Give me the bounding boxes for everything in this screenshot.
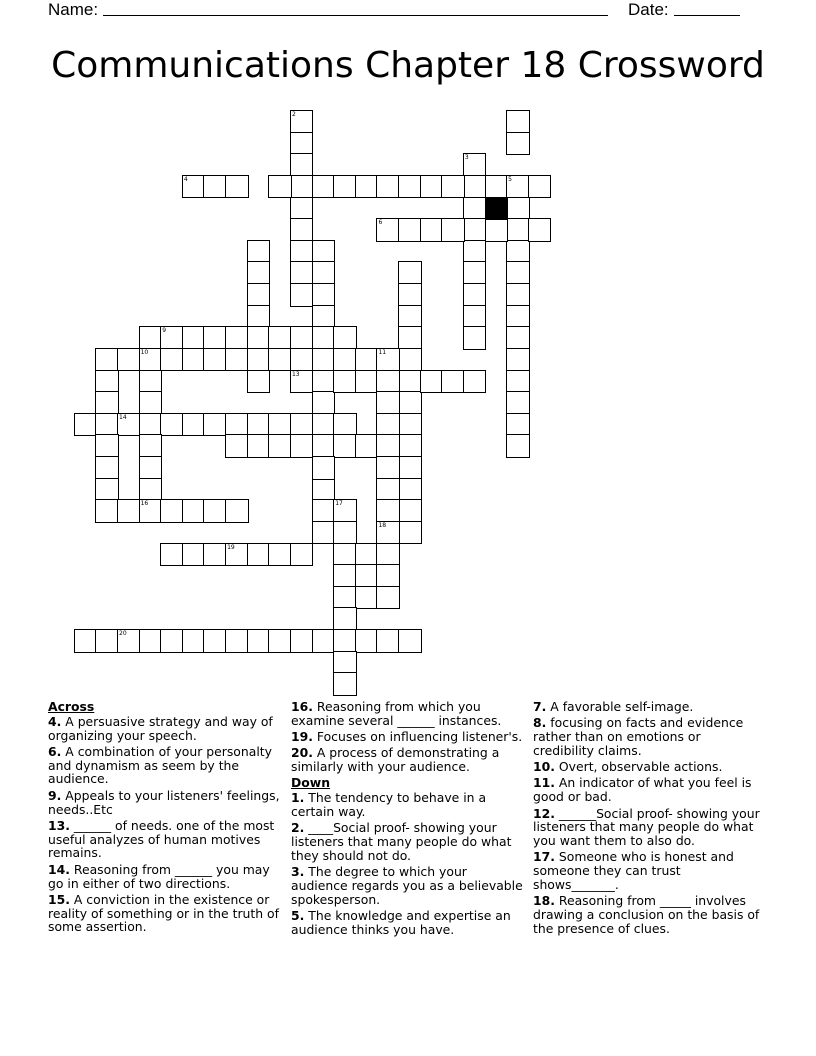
crossword-cell[interactable]	[333, 175, 357, 199]
clue-number-label: 13.	[48, 817, 70, 833]
crossword-cell[interactable]	[506, 305, 530, 329]
date-label: Date:	[628, 0, 669, 19]
crossword-cell[interactable]	[355, 564, 379, 588]
clue-number-label: 4.	[48, 713, 62, 729]
crossword-cell[interactable]	[247, 283, 271, 307]
clue-number: 20	[119, 630, 127, 637]
crossword-cell[interactable]	[182, 413, 206, 437]
crossword-cell[interactable]	[225, 175, 249, 199]
crossword-cell[interactable]	[290, 370, 314, 394]
clue-number-label: 10.	[533, 759, 555, 775]
crossword-cell[interactable]	[506, 326, 530, 350]
crossword-cell[interactable]	[312, 391, 336, 415]
crossword-cell[interactable]	[376, 391, 400, 415]
crossword-cell[interactable]	[247, 543, 271, 567]
crossword-cell[interactable]	[117, 499, 141, 523]
clue-number: 11	[378, 348, 387, 356]
crossword-cell[interactable]	[290, 543, 314, 567]
crossword-cell[interactable]	[225, 326, 249, 350]
crossword-cell[interactable]	[312, 413, 336, 437]
clue-number-label: 19.	[291, 729, 313, 745]
clue-number-label: 3.	[291, 864, 305, 880]
crossword-cell[interactable]	[290, 240, 314, 264]
crossword-cell[interactable]	[398, 413, 422, 437]
crossword-cell[interactable]	[139, 478, 163, 502]
crossword-cell[interactable]	[420, 218, 444, 242]
crossword-cell[interactable]	[506, 261, 530, 285]
crossword-cell[interactable]	[355, 586, 379, 610]
crossword-cell[interactable]	[312, 499, 336, 523]
crossword-cell[interactable]	[225, 543, 249, 567]
crossword-cell[interactable]	[441, 175, 465, 199]
crossword-cell[interactable]	[376, 478, 400, 502]
crossword-cell[interactable]	[398, 283, 422, 307]
crossword-cell[interactable]	[290, 261, 314, 285]
crossword-cell[interactable]	[376, 564, 400, 588]
crossword-cell[interactable]	[95, 434, 119, 458]
crossword-cell[interactable]	[182, 543, 206, 567]
clue-number-label: 7.	[533, 699, 547, 714]
crossword-cell[interactable]	[160, 413, 184, 437]
across-heading: Across	[48, 699, 95, 714]
crossword-cell[interactable]	[376, 218, 400, 242]
crossword-cell[interactable]	[398, 434, 422, 458]
crossword-cell[interactable]	[312, 521, 336, 545]
crossword-cell[interactable]	[225, 499, 249, 523]
clue-number: 13	[291, 370, 300, 378]
crossword-cell[interactable]	[398, 629, 422, 653]
clue-text: The tendency to behave in a certain way.	[291, 790, 487, 820]
crossword-cell[interactable]	[312, 478, 336, 502]
crossword-cell[interactable]	[420, 175, 444, 199]
clue-number: 6	[378, 219, 383, 227]
clue-text: Appeals to your listeners' feelings, needs..Etc	[48, 787, 280, 817]
crossword-cell[interactable]	[463, 175, 487, 199]
clue-item	[291, 909, 523, 937]
crossword-cell[interactable]	[247, 305, 271, 329]
crossword-cell[interactable]	[160, 326, 184, 350]
clue-number: 19	[227, 543, 235, 551]
clues-column-3	[533, 700, 765, 938]
crossword-cell[interactable]	[398, 305, 422, 329]
crossword-cell[interactable]	[290, 132, 314, 156]
crossword-cell[interactable]	[160, 543, 184, 567]
crossword-cell[interactable]	[333, 413, 357, 437]
clue-number-label: 2.	[291, 820, 305, 836]
clue-item	[291, 730, 523, 744]
crossword-cell[interactable]	[203, 499, 227, 523]
crossword-cell[interactable]	[290, 197, 314, 221]
crossword-cell[interactable]	[247, 413, 271, 437]
crossword-cell[interactable]	[74, 413, 98, 437]
clue-text: Reasoning from ______ you may go in either of two directions.	[48, 861, 270, 891]
crossword-cell[interactable]	[506, 434, 530, 458]
clue-number: 9	[162, 327, 167, 335]
crossword-cell[interactable]	[506, 370, 530, 394]
crossword-cell[interactable]	[182, 629, 206, 653]
crossword-cell[interactable]	[506, 413, 530, 437]
crossword-cell[interactable]	[290, 326, 314, 350]
crossword-cell[interactable]	[268, 326, 292, 350]
crossword-cell[interactable]	[506, 175, 530, 199]
clue-number: 4	[183, 175, 188, 183]
crossword-cell[interactable]	[139, 348, 163, 372]
crossword-cell[interactable]	[312, 305, 336, 329]
crossword-cell[interactable]	[376, 413, 400, 437]
clue-text: The degree to which your audience regards you as a believable spokesperson.	[291, 864, 523, 907]
crossword-cell[interactable]	[376, 370, 400, 394]
crossword-cell[interactable]	[463, 370, 487, 394]
crossword-cell[interactable]	[290, 153, 314, 177]
clue-number: 5	[508, 175, 512, 183]
clue-text: A conviction in the existence or reality of something or in the truth of some assertion.	[48, 891, 279, 935]
crossword-cell[interactable]	[182, 499, 206, 523]
clue-item	[48, 819, 280, 860]
crossword-cell[interactable]	[203, 175, 227, 199]
crossword-cell[interactable]	[247, 629, 271, 653]
crossword-cell[interactable]	[225, 434, 249, 458]
crossword-cell[interactable]	[398, 348, 422, 372]
crossword-cell[interactable]	[268, 629, 292, 653]
clue-number: 17	[335, 500, 343, 508]
crossword-cell[interactable]	[312, 326, 336, 350]
clue-text: focusing on facts and evidence rather than on emotions or credibility claims.	[533, 715, 744, 758]
crossword-cell[interactable]	[333, 543, 357, 567]
crossword-cell[interactable]	[160, 629, 184, 653]
crossword-cell[interactable]	[463, 218, 487, 242]
crossword-cell[interactable]	[290, 175, 314, 199]
clue-item	[48, 789, 280, 817]
crossword-cell[interactable]	[203, 413, 227, 437]
crossword-cell[interactable]	[376, 499, 400, 523]
crossword-cell[interactable]	[268, 175, 292, 199]
clue-item	[533, 716, 765, 757]
crossword-cell[interactable]	[441, 218, 465, 242]
clue-item	[533, 850, 765, 891]
crossword-cell[interactable]	[225, 348, 249, 372]
crossword-cell[interactable]	[203, 326, 227, 350]
crossword-cell[interactable]	[355, 434, 379, 458]
crossword-cell[interactable]	[247, 370, 271, 394]
crossword-cell[interactable]	[463, 240, 487, 264]
clue-text: ______ of needs. one of the most useful analyzes of human motives remains.	[48, 817, 275, 861]
crossword-cell[interactable]	[463, 283, 487, 307]
crossword-cell[interactable]	[420, 370, 444, 394]
crossword-cell[interactable]	[117, 629, 141, 653]
crossword-cell[interactable]	[268, 434, 292, 458]
clue-number-label: 12.	[533, 805, 555, 821]
clue-text: An indicator of what you feel is good or bad.	[533, 775, 752, 805]
crossword-cell[interactable]	[160, 348, 184, 372]
crossword-cell[interactable]	[312, 283, 336, 307]
crossword-cell[interactable]	[398, 261, 422, 285]
clue-number-label: 9.	[48, 787, 62, 803]
crossword-cell[interactable]	[268, 543, 292, 567]
crossword-cell[interactable]	[268, 413, 292, 437]
crossword-cell[interactable]	[160, 499, 184, 523]
clue-number-label: 1.	[291, 790, 305, 806]
name-label: Name:	[48, 0, 99, 19]
crossword-cell[interactable]	[463, 153, 487, 177]
crossword-cell[interactable]	[333, 348, 357, 372]
clue-text: A favorable self-image.	[546, 699, 694, 714]
clue-item	[48, 745, 280, 786]
crossword-cell[interactable]	[312, 175, 336, 199]
clue-text: A combination of your personalty and dynamism as seem by the audience.	[48, 743, 272, 787]
clue-item	[48, 863, 280, 891]
clue-item	[533, 760, 765, 774]
crossword-cell[interactable]	[203, 348, 227, 372]
crossword-cell[interactable]	[290, 413, 314, 437]
crossword-cell[interactable]	[463, 197, 487, 221]
crossword-cell[interactable]	[290, 348, 314, 372]
clues-column-2	[291, 700, 523, 939]
clue-item	[291, 791, 523, 819]
clue-number: 3	[464, 154, 469, 162]
clue-item	[291, 865, 523, 906]
crossword-cell[interactable]	[506, 283, 530, 307]
clue-item	[291, 700, 523, 728]
crossword-cell[interactable]	[398, 456, 422, 480]
crossword-cell[interactable]	[376, 456, 400, 480]
crossword-cell[interactable]	[506, 132, 530, 156]
crossword-cell[interactable]	[225, 413, 249, 437]
crossword-cell[interactable]	[290, 629, 314, 653]
crossword-cell[interactable]	[333, 629, 357, 653]
clue-number-label: 6.	[48, 743, 62, 759]
down-heading: Down	[291, 775, 331, 791]
clue-number-label: 8.	[533, 715, 547, 731]
crossword-cell[interactable]	[203, 543, 227, 567]
crossword-cell[interactable]	[376, 175, 400, 199]
crossword-cell[interactable]	[398, 175, 422, 199]
clue-number-label: 18.	[533, 893, 555, 909]
crossword-cell[interactable]	[182, 175, 206, 199]
clue-item	[48, 715, 280, 743]
crossword-cell[interactable]	[376, 543, 400, 567]
crossword-cell[interactable]	[398, 521, 422, 545]
crossword-cell[interactable]	[376, 521, 400, 545]
crossword-cell[interactable]	[95, 478, 119, 502]
clue-number: 14	[119, 413, 127, 421]
black-cell	[485, 197, 509, 221]
clue-number: 16	[140, 500, 149, 508]
crossword-cell[interactable]	[333, 607, 357, 631]
page-title: Communications Chapter 18 Crossword	[51, 45, 765, 86]
crossword-cell[interactable]	[376, 586, 400, 610]
crossword-cell[interactable]	[333, 499, 357, 523]
crossword-cell[interactable]	[290, 218, 314, 242]
crossword-cell[interactable]	[506, 391, 530, 415]
clue-item	[291, 746, 523, 774]
clue-text: A persuasive strategy and way of organizing your speech.	[48, 713, 273, 743]
crossword-cell[interactable]	[398, 370, 422, 394]
crossword-cell[interactable]	[376, 348, 400, 372]
clue-number-label: 20.	[291, 745, 313, 761]
crossword-cell[interactable]	[139, 391, 163, 415]
crossword-cell[interactable]	[290, 434, 314, 458]
crossword-cell[interactable]	[290, 283, 314, 307]
crossword-cell[interactable]	[182, 326, 206, 350]
clue-text: Focuses on influencing listener's.	[312, 729, 523, 745]
crossword-cell[interactable]	[333, 370, 357, 394]
clue-number-label: 11.	[533, 775, 555, 791]
crossword-cell[interactable]	[247, 348, 271, 372]
clue-text: Overt, observable actions.	[554, 759, 723, 775]
crossword-cell[interactable]	[247, 326, 271, 350]
clue-item	[533, 807, 765, 848]
clue-text: Someone who is honest and someone they can trust shows_______.	[533, 849, 734, 893]
crossword-cell[interactable]	[139, 370, 163, 394]
crossword-cell[interactable]	[506, 348, 530, 372]
crossword-cell[interactable]	[247, 261, 271, 285]
crossword-cell[interactable]	[463, 261, 487, 285]
clue-item	[533, 700, 765, 714]
crossword-cell[interactable]	[333, 586, 357, 610]
crossword-cell[interactable]	[463, 326, 487, 350]
crossword-cell[interactable]	[95, 456, 119, 480]
crossword-cell[interactable]	[139, 456, 163, 480]
crossword-cell[interactable]	[333, 564, 357, 588]
clue-item	[48, 893, 280, 934]
clue-number-label: 5.	[291, 908, 305, 924]
crossword-cell[interactable]	[398, 391, 422, 415]
crossword-cell[interactable]	[355, 348, 379, 372]
crossword-cell[interactable]	[247, 240, 271, 264]
crossword-cell[interactable]	[312, 240, 336, 264]
crossword-cell[interactable]	[333, 326, 357, 350]
crossword-cell[interactable]	[95, 348, 119, 372]
crossword-cell[interactable]	[182, 348, 206, 372]
crossword-cell[interactable]	[355, 629, 379, 653]
crossword-cell[interactable]	[203, 629, 227, 653]
crossword-cell[interactable]	[95, 413, 119, 437]
crossword-cell[interactable]	[376, 629, 400, 653]
crossword-cell[interactable]	[441, 370, 465, 394]
crossword-cell[interactable]	[95, 370, 119, 394]
crossword-cell[interactable]	[398, 218, 422, 242]
clue-item	[533, 776, 765, 804]
crossword-cell[interactable]	[139, 499, 163, 523]
crossword-cell[interactable]	[333, 434, 357, 458]
clue-number: 10	[140, 348, 149, 356]
clue-text: ____Social proof- showing your listeners that many people do what they should not do.	[291, 820, 512, 863]
crossword-cell[interactable]	[333, 651, 357, 675]
crossword-cell[interactable]	[463, 305, 487, 329]
crossword-cell[interactable]	[506, 218, 530, 242]
crossword-cell[interactable]	[485, 175, 509, 199]
crossword-cell[interactable]	[225, 629, 249, 653]
clue-number-label: 15.	[48, 891, 70, 907]
crossword-cell[interactable]	[95, 629, 119, 653]
crossword-cell[interactable]	[355, 370, 379, 394]
crossword-cell[interactable]	[117, 348, 141, 372]
crossword-cell[interactable]	[376, 434, 400, 458]
clue-number-label: 16.	[291, 699, 313, 714]
crossword-cell[interactable]	[398, 499, 422, 523]
crossword-cell[interactable]	[312, 370, 336, 394]
crossword-cell[interactable]	[528, 175, 552, 199]
crossword-cell[interactable]	[355, 175, 379, 199]
crossword-cell[interactable]	[312, 434, 336, 458]
clue-text: Reasoning from _____ involves drawing a conclusion on the basis of the presence of clues.	[533, 893, 760, 936]
crossword-cell[interactable]	[506, 110, 530, 134]
crossword-cell[interactable]	[139, 434, 163, 458]
crossword-cell[interactable]	[139, 629, 163, 653]
crossword-cell[interactable]	[528, 218, 552, 242]
crossword-cell[interactable]	[268, 348, 292, 372]
clue-text: The knowledge and expertise an audience thinks you have.	[291, 908, 511, 937]
crossword-cell[interactable]	[95, 391, 119, 415]
crossword-cell[interactable]	[74, 629, 98, 653]
crossword-cell[interactable]	[333, 672, 357, 696]
crossword-cell[interactable]	[247, 434, 271, 458]
crossword-cell[interactable]	[485, 218, 509, 242]
crossword-cell[interactable]	[506, 240, 530, 264]
crossword-cell[interactable]	[139, 413, 163, 437]
crossword-cell[interactable]	[312, 348, 336, 372]
clue-text: A process of demonstrating a similarly with your audience.	[291, 745, 500, 775]
clue-text: Reasoning from which you examine several ______ instances.	[291, 699, 502, 728]
crossword-cell[interactable]	[312, 629, 336, 653]
clue-item	[291, 821, 523, 862]
crossword-cell[interactable]	[312, 261, 336, 285]
crossword-cell[interactable]	[398, 478, 422, 502]
crossword-cell[interactable]	[333, 521, 357, 545]
crossword-cell[interactable]	[355, 543, 379, 567]
clue-text: ______Social proof- showing your listeners that many people do what you want them to also do.	[533, 805, 760, 849]
crossword-cell[interactable]	[95, 499, 119, 523]
clues-column-1	[48, 700, 280, 937]
crossword-cell[interactable]	[398, 326, 422, 350]
clue-number: 2	[291, 111, 296, 119]
crossword-cell[interactable]	[117, 413, 141, 437]
crossword-cell[interactable]	[290, 110, 314, 134]
clue-number-label: 17.	[533, 849, 555, 865]
clue-number-label: 14.	[48, 861, 70, 877]
clue-item	[533, 894, 765, 935]
crossword-cell[interactable]	[506, 197, 530, 221]
clue-number: 18	[378, 521, 387, 529]
crossword-cell[interactable]	[312, 456, 336, 480]
crossword-cell[interactable]	[139, 326, 163, 350]
